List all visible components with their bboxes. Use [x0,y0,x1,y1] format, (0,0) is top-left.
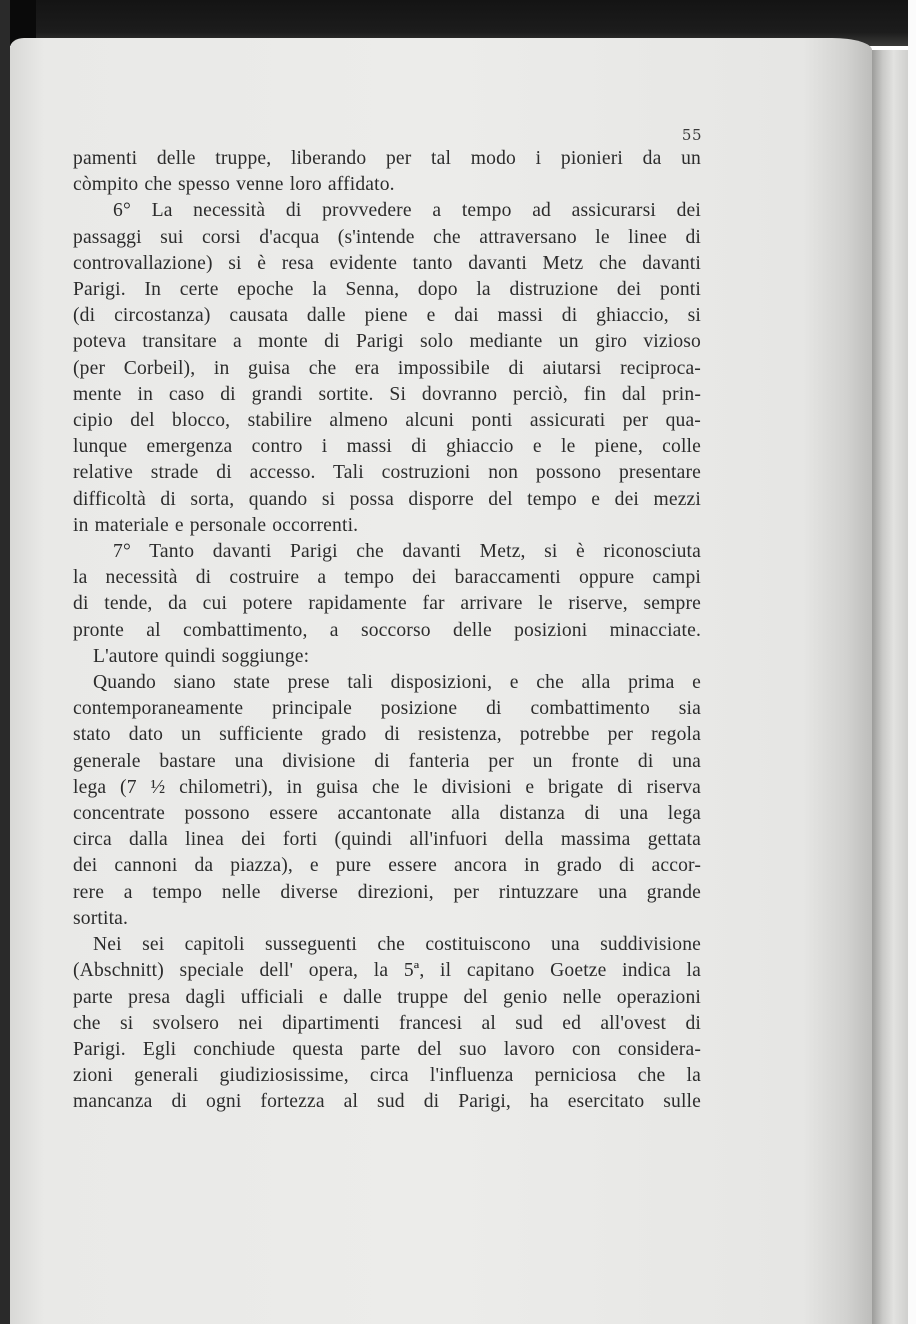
text-line: cipio del blocco, stabilire almeno alcuni ponti assicurati per qua- [73,410,701,432]
text-line: (di circostanza) causata dalle piene e dai massi di ghiaccio, si [73,305,701,327]
page-number: 55 [681,126,702,144]
body-text [73,146,701,1116]
text-line: 6° La necessità di provvedere a tempo ad assicurarsi dei [113,200,701,222]
text-line: 7° Tanto davanti Parigi che davanti Metz, si è riconosciuta [113,541,701,563]
text-line: poteva transitare a monte di Parigi solo mediante un giro vizioso [73,331,701,353]
text-line: lunque emergenza contro i massi di ghiaccio e le piene, colle [73,436,701,458]
paragraph-point-7 [73,539,701,644]
text-line: che si svolsero nei dipartimenti francesi al sud ed all'ovest di [73,1012,701,1034]
scan-border-left [0,0,10,1324]
page-gutter [872,50,908,1324]
text-line: la necessità di costruire a tempo dei baraccamenti oppure campi [73,567,701,589]
text-line: in materiale e personale occorrenti. [73,514,359,536]
text-line: L'autore quindi soggiunge: [93,645,310,667]
text-line: còmpito che spesso venne loro affidato. [73,174,395,196]
paragraph-continuation [73,146,701,198]
paragraph-point-6 [73,198,701,539]
text-line: (per Corbeil), in guisa che era impossibile di aiutarsi reciproca- [73,357,701,379]
text-line: circa dalla linea dei forti (quindi all'infuori della massima gettata [73,829,701,851]
text-line: mente in caso di grandi sortite. Si dovranno perciò, fin dal prin- [73,383,701,405]
text-line: Parigi. Egli conchiude questa parte del suo lavoro con considera- [73,1038,701,1060]
text-line: sortita. [73,907,129,929]
text-line: parte presa dagli ufficiali e dalle truppe del genio nelle operazioni [73,986,701,1008]
text-line: lega (7 ½ chilometri), in guisa che le divisioni e brigate di riserva [73,776,701,798]
text-line: generale bastare una divisione di fanteria per un fronte di una [73,750,701,772]
text-line: controvallazione) si è resa evidente tanto davanti Metz che davanti [73,252,701,274]
text-line: mancanza di ogni fortezza al sud di Parigi, ha esercitato sulle [73,1091,701,1113]
text-line: stato dato un sufficiente grado di resistenza, potrebbe per regola [73,724,701,746]
text-line: concentrate possono essere accantonate alla distanza di una lega [73,803,701,825]
text-line: rere a tempo nelle diverse direzioni, per rintuzzare una grande [73,881,701,903]
text-line: dei cannoni da piazza), e pure essere ancora in grado di accor- [73,855,701,877]
text-line: di tende, da cui potere rapidamente far arrivare le riserve, sempre [73,593,701,615]
paragraph-chapters-summary [73,932,701,1115]
text-line: Parigi. In certe epoche la Senna, dopo la distruzione dei ponti [73,279,701,301]
text-line: (Abschnitt) speciale dell' opera, la 5ª, il capitano Goetze indica la [73,960,701,982]
scan-border-right [908,0,916,1324]
text-line: pronte al combattimento, a soccorso delle posizioni minacciate. [73,619,701,641]
paragraph-quotation [73,670,701,932]
text-line: Quando siano state prese tali disposizioni, e che alla prima e [93,672,701,694]
text-line: contemporaneamente principale posizione di combattimento sia [73,698,701,720]
text-line: relative strade di accesso. Tali costruzioni non possono presentare [73,462,701,484]
paragraph-author-note [73,644,701,670]
text-line: difficoltà di sorta, quando si possa disporre del tempo e dei mezzi [73,488,701,510]
text-line: zioni generali giudiziosissime, circa l'influenza perniciosa che la [73,1065,701,1087]
text-line: passaggi sui corsi d'acqua (s'intende che attraversano le linee di [73,226,701,248]
text-line: pamenti delle truppe, liberando per tal modo i pionieri da un [73,148,701,169]
text-line: Nei sei capitoli susseguenti che costituiscono una suddivisione [93,934,701,956]
